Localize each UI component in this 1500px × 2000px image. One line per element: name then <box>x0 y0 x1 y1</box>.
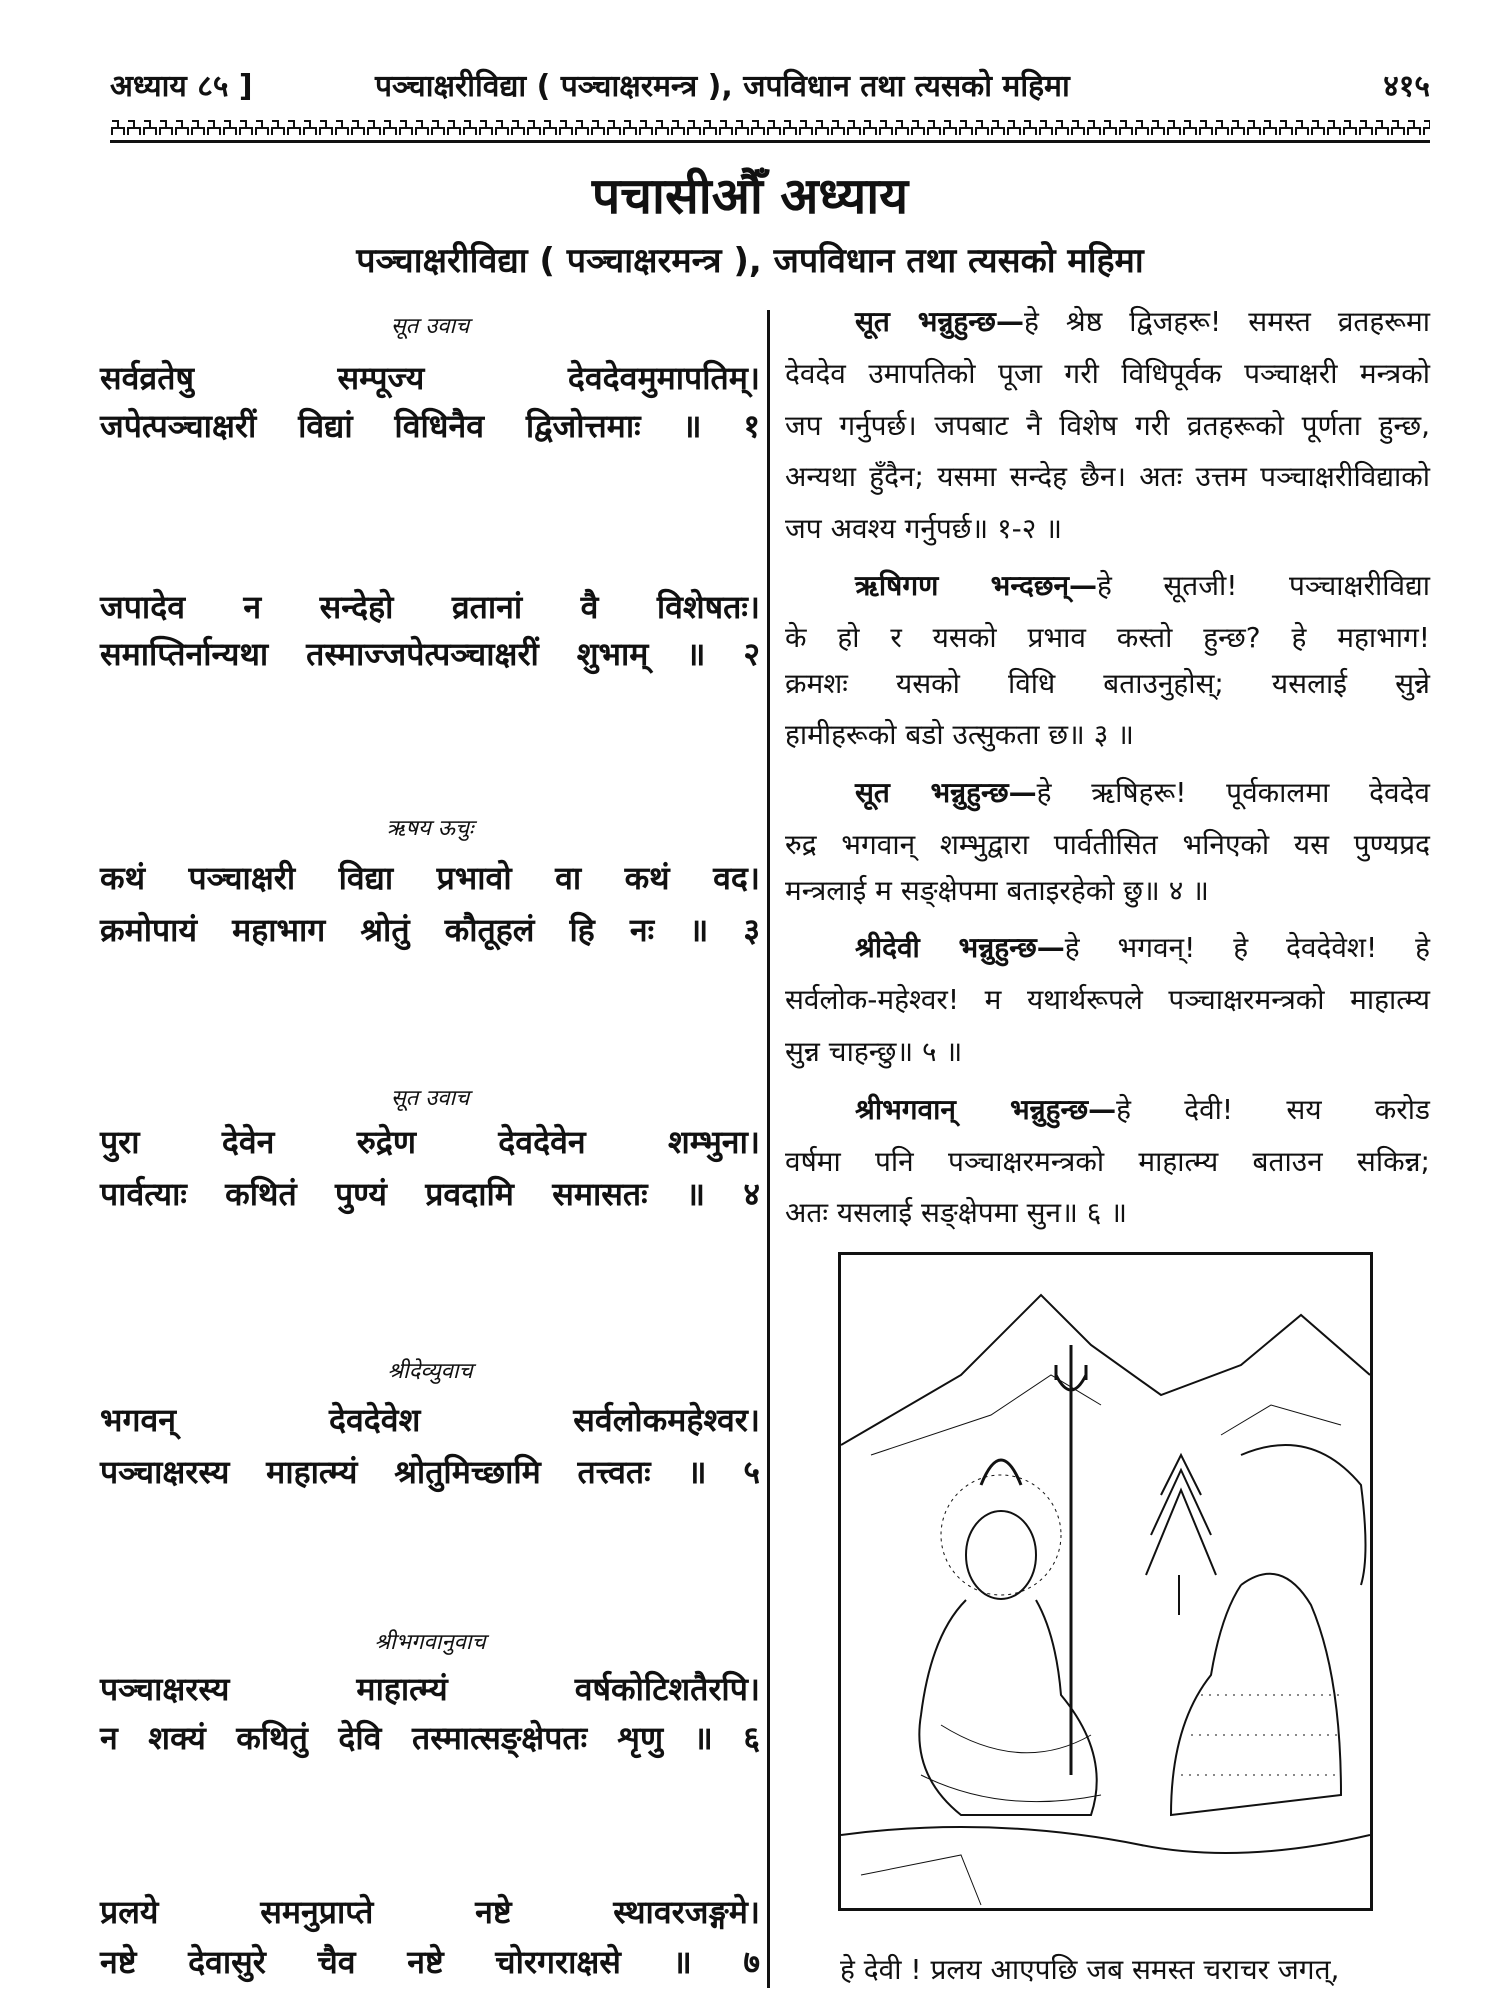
commentary-line <box>785 1090 1430 1130</box>
running-title: पञ्चाक्षरीविद्या ( पञ्चाक्षरमन्त्र ), जपविधान तथा त्यसको महिमा <box>375 69 1070 104</box>
commentary-line: क्रमशः यसको विधि बताउनुहोस्; यसलाई सुन्ने <box>785 667 1430 700</box>
ornament-border <box>110 118 1430 138</box>
figure-caption: हे देवी ! प्रलय आएपछि जब समस्त चराचर जगत्, <box>840 1953 1340 1986</box>
verse-line: भगवन् देवदेवेश सर्वलोकमहेश्वर। <box>100 1401 760 1439</box>
mountain-range <box>841 1295 1370 1445</box>
commentary-speaker: ऋषिगण भन्दछन्— <box>855 569 1098 602</box>
commentary-line: मन्त्रलाई म सङ्क्षेपमा बताइरहेको छु॥ ४ ॥ <box>785 874 1209 907</box>
verse-line: पुरा देवेन रुद्रेण देवदेवेन शम्भुना। <box>100 1123 760 1161</box>
commentary-line <box>785 928 1430 968</box>
verse-line: जपादेव न सन्देहो व्रतानां वै विशेषतः। <box>100 588 760 626</box>
verse-speaker: सूत उवाच <box>390 314 470 339</box>
parvati-figure <box>1171 1574 1341 1815</box>
verse-line: समाप्तिर्नान्यथा तस्माज्जपेत्पञ्चाक्षरीं शुभाम् ॥ २ <box>100 635 760 673</box>
verse-speaker: श्रीभगवानुवाच <box>374 1630 486 1655</box>
chapter-title: पचासीऔँ अध्याय <box>591 167 909 225</box>
commentary-text: हे श्रेष्ठ द्विजहरू! समस्त व्रतहरूमा <box>1023 305 1431 338</box>
commentary-speaker: सूत भन्नुहुन्छ— <box>855 776 1037 809</box>
pine-tree <box>1146 1455 1216 1615</box>
commentary-line: देवदेव उमापतिको पूजा गरी विधिपूर्वक पञ्चाक्षरी मन्त्रको <box>785 357 1430 390</box>
verse-line: न शक्यं कथितुं देवि तस्मात्सङ्क्षेपतः शृणु ॥ ६ <box>100 1719 760 1757</box>
verse-line: पञ्चाक्षरस्य माहात्म्यं श्रोतुमिच्छामि तत्त्वतः ॥ ५ <box>100 1453 760 1491</box>
ground <box>841 1827 1370 1853</box>
verse-line: जपेत्पञ्चाक्षरीं विद्यां विधिनैव द्विजोत्तमाः ॥ १ <box>100 407 760 445</box>
illustration-drawing <box>841 1255 1370 1908</box>
commentary-line <box>785 566 1430 606</box>
chapter-subtitle: पञ्चाक्षरीविद्या ( पञ्चाक्षरमन्त्र ), जपविधान तथा त्यसको महिमा <box>356 241 1144 281</box>
commentary-text: हे ऋषिहरू! पूर्वकालमा देवदेव <box>1036 776 1430 809</box>
commentary-line: सर्वलोक-महेश्वर! म यथार्थरूपले पञ्चाक्षरमन्त्रको माहात्म्य <box>785 983 1430 1016</box>
halo <box>941 1475 1061 1595</box>
illustration-shiva-parvati <box>838 1252 1373 1911</box>
commentary-line: अतः यसलाई सङ्क्षेपमा सुन॥ ६ ॥ <box>785 1196 1127 1229</box>
commentary-line: जप अवश्य गर्नुपर्छ॥ १-२ ॥ <box>785 512 1062 545</box>
commentary-line: अन्यथा हुँदैन; यसमा सन्देह छैन। अतः उत्तम पञ्चाक्षरीविद्याको <box>785 460 1430 493</box>
commentary-speaker: सूत भन्नुहुन्छ— <box>855 305 1024 338</box>
verse-speaker: ऋषय ऊचुः <box>386 816 474 841</box>
commentary-speaker: श्रीदेवी भन्नुहुन्छ— <box>855 931 1065 964</box>
verse-speaker: श्रीदेव्युवाच <box>387 1359 473 1384</box>
verse-line: प्रलये समनुप्राप्ते नष्टे स्थावरजङ्गमे। <box>100 1893 760 1931</box>
chapter-label: अध्याय ८५ ] <box>110 69 253 104</box>
rock <box>1241 1445 1366 1585</box>
commentary-line: रुद्र भगवान् शम्भुद्वारा पार्वतीसित भनिएको यस पुण्यप्रद <box>785 828 1430 861</box>
commentary-text: हे सूतजी! पञ्चाक्षरीविद्या <box>1097 569 1431 602</box>
commentary-text: हे देवी! सय करोड <box>1116 1093 1430 1126</box>
commentary-speaker: श्रीभगवान् भन्नुहुन्छ— <box>855 1093 1117 1126</box>
commentary-line: हामीहरूको बडो उत्सुकता छ॥ ३ ॥ <box>785 718 1134 751</box>
verse-line: नष्टे देवासुरे चैव नष्टे चोरगराक्षसे ॥ ७ <box>100 1943 760 1981</box>
column-divider <box>767 310 770 1988</box>
shiva-head <box>966 1511 1036 1599</box>
verse-line: सर्वव्रतेषु सम्पूज्य देवदेवमुमापतिम्। <box>100 359 760 397</box>
commentary-line: जप गर्नुपर्छ। जपबाट नै विशेष गरी व्रतहरूको पूर्णता हुन्छ, <box>785 409 1430 442</box>
commentary-line: सुन्न चाहन्छु॥ ५ ॥ <box>785 1035 963 1068</box>
commentary-line: वर्षमा पनि पञ्चाक्षरमन्त्रको माहात्म्य बताउन सकिन्न; <box>785 1145 1430 1178</box>
verse-line: क्रमोपायं महाभाग श्रोतुं कौतूहलं हि नः ॥ ३ <box>100 911 760 949</box>
header-rule <box>110 140 1430 143</box>
commentary-line: के हो र यसको प्रभाव कस्तो हुन्छ? हे महाभाग! <box>785 621 1430 654</box>
commentary-line <box>785 302 1430 342</box>
page-number: ४१५ <box>1383 69 1430 104</box>
verse-speaker: सूत उवाच <box>390 1086 470 1111</box>
verse-line: पञ्चाक्षरस्य माहात्म्यं वर्षकोटिशतैरपि। <box>100 1670 760 1708</box>
verse-line: पार्वत्याः कथितं पुण्यं प्रवदामि समासतः ॥ ४ <box>100 1175 760 1213</box>
trident <box>1056 1345 1086 1775</box>
verse-line: कथं पञ्चाक्षरी विद्या प्रभावो वा कथं वद। <box>100 859 760 897</box>
commentary-text: हे भगवन्! हे देवदेवेश! हे <box>1064 931 1430 964</box>
commentary-line <box>785 773 1430 813</box>
